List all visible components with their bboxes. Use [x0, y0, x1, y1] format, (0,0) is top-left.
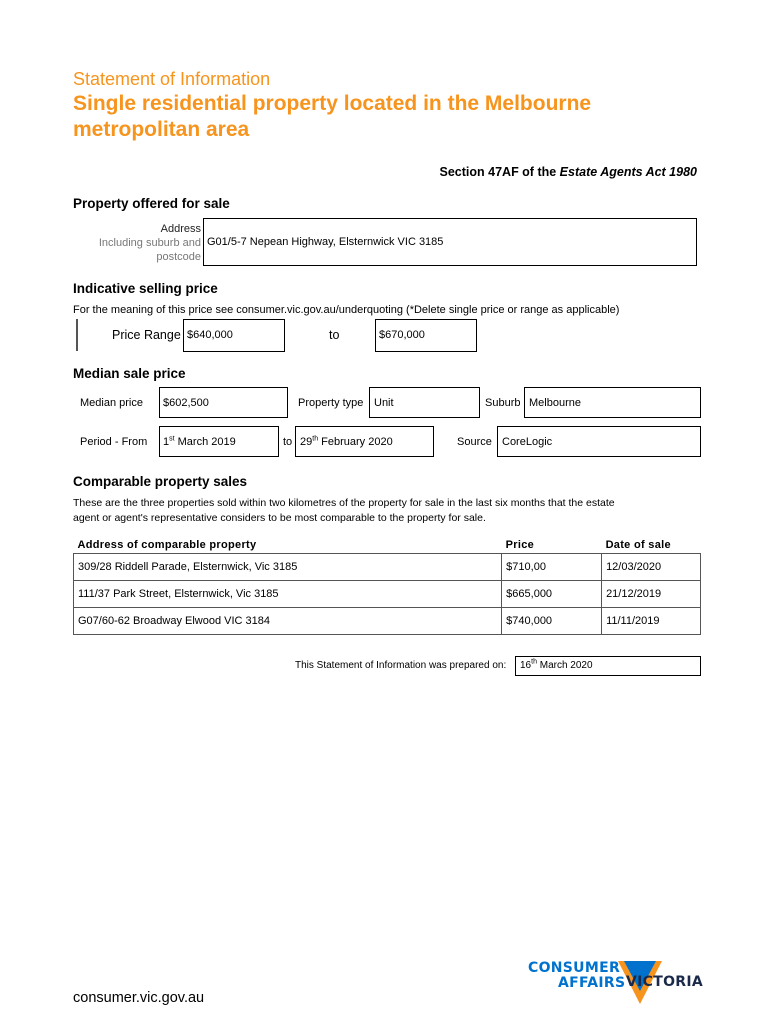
indicative-heading: Indicative selling price: [73, 281, 218, 296]
period-to-rest: February 2020: [318, 436, 393, 448]
price-low-value: $640,000: [187, 329, 233, 341]
act-reference: [440, 165, 697, 179]
address-label: [60, 222, 201, 264]
period-from-suffix: st: [169, 435, 175, 443]
range-left-bar: [76, 319, 78, 351]
property-heading: Property offered for sale: [73, 196, 230, 211]
table-row: [74, 608, 701, 635]
statement-subtitle: Statement of Information: [73, 69, 271, 89]
row-date[interactable]: 12/03/2020: [602, 554, 701, 581]
col-price-header: Price: [505, 538, 535, 551]
median-price-value: $602,500: [163, 397, 209, 409]
table-row: [74, 554, 701, 581]
col-date-header: Date of sale: [605, 538, 671, 551]
page-title-line-2: metropolitan area: [73, 118, 250, 141]
row-address[interactable]: 309/28 Riddell Parade, Elsternwick, Vic 3185: [74, 554, 502, 581]
prepared-rest: March 2020: [536, 660, 593, 671]
comparable-header-row: [74, 536, 701, 554]
comparable-intro: [73, 496, 615, 526]
period-from-day: 1: [163, 436, 170, 448]
address-label-line-2: Including suburb and: [98, 237, 201, 249]
row-price[interactable]: $710,00: [502, 554, 602, 581]
period-to-suffix: th: [312, 435, 319, 443]
comparable-intro-line-2: agent or agent's representative considers to be most comparable to the property for sale.: [73, 512, 486, 524]
logo-consumer: CONSUMER: [528, 960, 621, 976]
price-high-value: $670,000: [379, 329, 425, 341]
address-label-line-1: Address: [160, 223, 201, 235]
prepared-day: 16: [520, 660, 532, 671]
act-name: Estate Agents Act 1980: [559, 165, 697, 179]
table-row: [74, 581, 701, 608]
indicative-note: For the meaning of this price see consumer.vic.gov.au/underquoting (*Delete single price or range as applicable): [73, 304, 620, 316]
row-date[interactable]: 21/12/2019: [602, 581, 701, 608]
period-to-day: 29: [300, 436, 313, 448]
price-range-to: to: [329, 328, 340, 342]
property-type-label: Property type: [298, 397, 364, 409]
suburb-label: Suburb: [485, 397, 521, 409]
median-heading: Median sale price: [73, 366, 186, 381]
prepared-label: This Statement of Information was prepared on:: [295, 660, 507, 671]
page-title: [73, 91, 591, 143]
consumer-affairs-logo: [528, 958, 704, 1006]
page-title-line-1: Single residential property located in the Melbourne: [73, 92, 592, 115]
address-value: G01/5-7 Nepean Highway, Elsternwick VIC 3185: [207, 236, 444, 248]
source-value: CoreLogic: [502, 436, 553, 448]
address-label-line-3: postcode: [156, 251, 201, 263]
row-price[interactable]: $740,000: [502, 608, 602, 635]
logo-affairs: AFFAIRS: [558, 975, 626, 991]
period-to-value: [300, 436, 393, 448]
period-from-rest: March 2019: [174, 436, 236, 448]
comparable-table: [73, 536, 701, 635]
source-label: Source: [457, 436, 492, 448]
median-price-label: Median price: [80, 397, 143, 409]
price-range-label: Price Range: [112, 328, 181, 342]
footer-url[interactable]: consumer.vic.gov.au: [73, 990, 205, 1006]
logo-victoria: VICTORIA: [626, 974, 703, 990]
col-address-header: Address of comparable property: [77, 538, 257, 551]
prepared-suffix: th: [531, 658, 537, 666]
property-type-value: Unit: [374, 397, 394, 409]
row-date[interactable]: 11/11/2019: [602, 608, 701, 635]
prepared-date-value: [520, 660, 593, 671]
row-address[interactable]: 111/37 Park Street, Elsternwick, Vic 3185: [74, 581, 502, 608]
comparable-intro-line-1: These are the three properties sold within two kilometres of the property for sale in the last six months that the estate: [73, 497, 615, 509]
period-from-label: Period - From: [80, 436, 148, 448]
comparable-heading: Comparable property sales: [73, 474, 248, 489]
act-reference-prefix: Section 47AF of the: [439, 165, 560, 179]
period-from-value: [163, 436, 236, 448]
period-to-label: to: [283, 436, 293, 448]
row-address[interactable]: G07/60-62 Broadway Elwood VIC 3184: [74, 608, 502, 635]
suburb-value: Melbourne: [529, 397, 581, 409]
row-price[interactable]: $665,000: [502, 581, 602, 608]
